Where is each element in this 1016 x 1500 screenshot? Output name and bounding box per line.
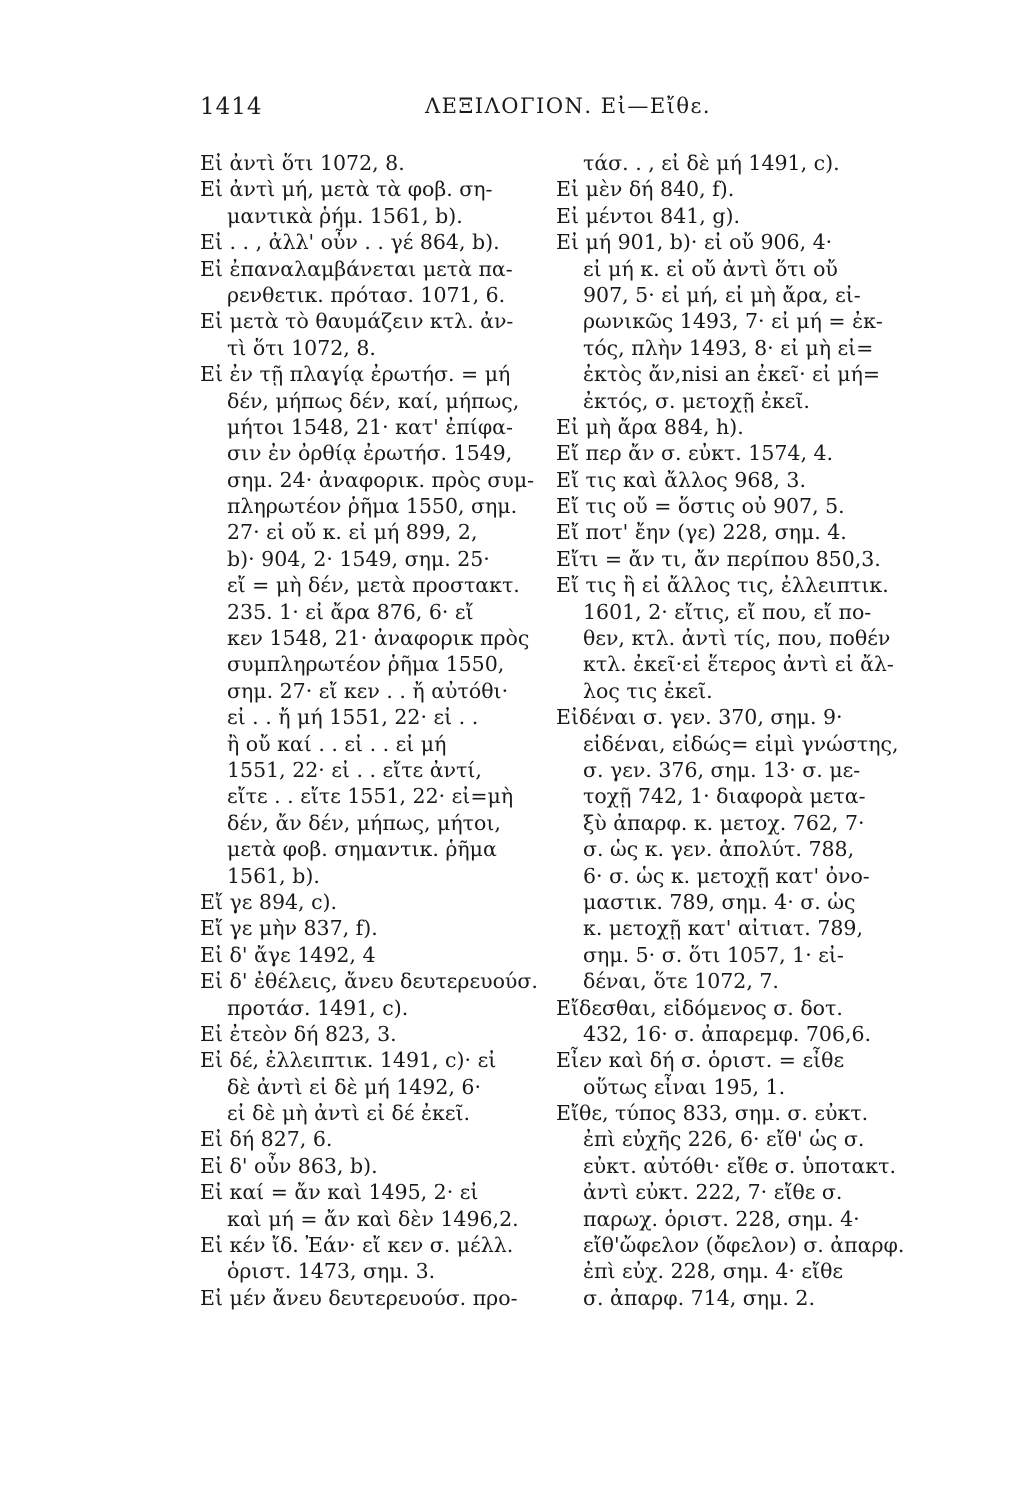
entry-line: κεν 1548, 21· ἀναφορικ πρὸς	[227, 626, 530, 651]
entry-line: Εἰ δ' ἐθέλεις, ἄνευ δευτερευούσ.	[200, 969, 538, 994]
left-column	[200, 150, 555, 1311]
entry-line: δέναι, ὅτε 1072, 7.	[583, 969, 779, 994]
entry-line: Εἰ μέντοι 841, g).	[556, 203, 740, 228]
entry-line: Εἴ τις οὔ = ὅστις οὐ 907, 5.	[556, 494, 845, 519]
entry-line: Εἴ γε 894, c).	[200, 889, 338, 914]
entry-line: ἐκτός, σ. μετοχῇ ἐκεῖ.	[583, 388, 810, 413]
entry-line: μαστικ. 789, σημ. 4· σ. ὡς	[583, 889, 856, 914]
entry-line: σημ. 27· εἴ κεν . . ἤ αὐτόθι·	[227, 678, 509, 703]
entry-line: εἴθ'ὤφελον (ὄφελον) σ. ἀπαρφ.	[583, 1233, 905, 1258]
entry-line: 6· σ. ὡς κ. μετοχῇ κατ' ὀνο-	[583, 863, 870, 888]
entry-line: εὐκτ. αὐτόθι· εἴθε σ. ὑποτακτ.	[583, 1153, 896, 1178]
entry-line: συμπληρωτέον ῥῆμα 1550,	[227, 652, 505, 677]
right-column	[556, 150, 916, 1311]
entry-line: παρωχ. ὁριστ. 228, σημ. 4·	[583, 1206, 860, 1231]
entry-line: Εἰδέναι σ. γεν. 370, σημ. 9·	[556, 705, 843, 730]
entry-line: 907, 5· εἰ μή, εἰ μὴ ἄρα, εἰ-	[583, 282, 861, 307]
entry-line: Εἴ ποτ' ἔην (γε) 228, σημ. 4.	[556, 520, 847, 545]
entry-line: Εἰ δή 827, 6.	[200, 1127, 333, 1152]
entry-line: 432, 16· σ. ἀπαρεμφ. 706,6.	[583, 1021, 872, 1046]
entry-line: Εἴ περ ἄν σ. εὐκτ. 1574, 4.	[556, 441, 834, 466]
entry-line: ρενθετικ. πρότασ. 1071, 6.	[227, 282, 506, 307]
entry-line: ἐκτὸς ἄν,nisi an ἐκεῖ· εἰ μή=	[583, 362, 881, 387]
entry-line: Εἰ δ' ἄγε 1492, 4	[200, 942, 376, 967]
entry-line: οὕτως εἶναι 195, 1.	[583, 1074, 786, 1099]
entry-line: σ. ὡς κ. γεν. ἀπολύτ. 788,	[583, 837, 855, 862]
entry-line: ὁριστ. 1473, σημ. 3.	[227, 1259, 436, 1284]
entry-line: μαντικὰ ῥήμ. 1561, b).	[227, 203, 463, 228]
entry-line: Εἰ δέ, ἐλλειπτικ. 1491, c)· εἰ	[200, 1048, 497, 1073]
entry-line: εἴ = μὴ δέν, μετὰ προστακτ.	[227, 573, 520, 598]
entry-line: Εἰ μὴ ἄρα 884, h).	[556, 414, 744, 439]
entry-line: εἰ μή κ. εἰ οὔ ἀντὶ ὅτι οὔ	[583, 256, 838, 281]
entry-line: Εἰ μή 901, b)· εἰ οὔ 906, 4·	[556, 230, 833, 255]
entry-line: 1551, 22· εἰ . . εἴτε ἀντί,	[227, 757, 482, 782]
entry-line: σ. γεν. 376, σημ. 13· σ. με-	[583, 757, 861, 782]
entry-line: Εἰ ἐπαναλαμβάνεται μετὰ πα-	[200, 256, 513, 281]
entry-line: Εἶεν καὶ δή σ. ὁριστ. = εἶθε	[556, 1048, 845, 1073]
entry-line: Εἰ μετὰ τὸ θαυμάζειν κτλ. ἀν-	[200, 309, 514, 334]
entry-line: κ. μετοχῇ κατ' αἰτιατ. 789,	[583, 916, 863, 941]
entry-line: εἰδέναι, εἰδώς= εἰμὶ γνώστης,	[583, 731, 899, 756]
entry-line: μήτοι 1548, 21· κατ' ἐπίφα-	[227, 414, 513, 439]
entry-line: ξὺ ἀπαρφ. κ. μετοχ. 762, 7·	[583, 810, 865, 835]
entry-line: τὶ ὅτι 1072, 8.	[227, 335, 376, 360]
entry-line: κτλ. ἐκεῖ·εἰ ἕτερος ἀντὶ εἰ ἄλ-	[583, 652, 894, 677]
entry-line: Εἰ ἐτεὸν δή 823, 3.	[200, 1021, 397, 1046]
entry-line: Εἰ . . , ἀλλ' οὖν . . γέ 864, b).	[200, 230, 500, 255]
entry-line: ἐπὶ εὐχ. 228, σημ. 4· εἴθε	[583, 1259, 844, 1284]
entry-line: μετὰ φοβ. σημαντικ. ῥῆμα	[227, 837, 497, 862]
entry-line: τός, πλὴν 1493, 8· εἰ μὴ εἰ=	[583, 335, 874, 360]
entry-line: ἢ οὔ καί . . εἰ . . εἰ μή	[227, 731, 447, 756]
entry-line: εἴτε . . εἴτε 1551, 22· εἰ=μὴ	[227, 784, 514, 809]
entry-line: Εἰ μέν ἄνευ δευτερευούσ. προ-	[200, 1285, 518, 1310]
entry-line: Εἰ ἀντὶ ὅτι 1072, 8.	[200, 151, 405, 175]
entry-line: Εἰ ἐν τῇ πλαγίᾳ ἐρωτήσ. = μή	[200, 362, 511, 387]
entry-line: Εἰ μὲν δή 840, f).	[556, 177, 735, 202]
entry-line: σιν ἐν ὀρθίᾳ ἐρωτήσ. 1549,	[227, 441, 513, 466]
entry-line: σημ. 5· σ. ὅτι 1057, 1· εἰ-	[583, 942, 844, 967]
entry-line: Εἴθε, τύπος 833, σημ. σ. εὐκτ.	[556, 1101, 869, 1126]
entry-line: 235. 1· εἰ ἄρα 876, 6· εἴ	[227, 599, 474, 624]
entry-line: καὶ μή = ἄν καὶ δὲν 1496,2.	[227, 1206, 519, 1231]
entry-line: Εἰ καί = ἄν καὶ 1495, 2· εἰ	[200, 1180, 479, 1205]
entry-line: Εἴτι = ἄν τι, ἄν περίπου 850,3.	[556, 546, 881, 571]
entry-line: ρωνικῶς 1493, 7· εἰ μή = ἐκ-	[583, 309, 883, 334]
page-header	[0, 94, 1016, 134]
entry-line: ἐπὶ εὐχῆς 226, 6· εἴθ' ὡς σ.	[583, 1127, 865, 1152]
entry-line: δὲ ἀντὶ εἰ δὲ μή 1492, 6·	[227, 1074, 481, 1099]
entry-line: 27· εἰ οὔ κ. εἰ μή 899, 2,	[227, 520, 478, 545]
entry-line: Εἰ ἀντὶ μή, μετὰ τὰ φοβ. ση-	[200, 177, 493, 202]
entry-line: σημ. 24· ἀναφορικ. πρὸς συμ-	[227, 467, 535, 492]
entry-line: θεν, κτλ. ἀντὶ τίς, που, ποθέν	[583, 626, 891, 651]
entry-line: 1561, b).	[227, 863, 320, 888]
entry-line: 1601, 2· εἴτις, εἴ που, εἴ πο-	[583, 599, 872, 624]
entry-line: σ. ἀπαρφ. 714, σημ. 2.	[583, 1285, 815, 1310]
entry-line: πληρωτέον ῥῆμα 1550, σημ.	[227, 494, 518, 519]
entry-line: εἰ . . ἤ μή 1551, 22· εἰ . .	[227, 705, 479, 730]
entry-line: ἀντὶ εὐκτ. 222, 7· εἴθε σ.	[583, 1180, 843, 1205]
entry-line: Εἴ τις ἢ εἰ ἄλλος τις, ἐλλειπτικ.	[556, 573, 889, 598]
entry-line: δέν, μήπως δέν, καί, μήπως,	[227, 388, 520, 413]
page-number: 1414	[200, 94, 263, 120]
entry-line: τοχῇ 742, 1· διαφορὰ μετα-	[583, 784, 866, 809]
entry-line: τάσ. . , εἰ δὲ μή 1491, c).	[583, 151, 840, 175]
entry-line: εἰ δὲ μὴ ἀντὶ εἰ δέ ἐκεῖ.	[227, 1101, 470, 1126]
running-title: ΛΕΞΙΛΟΓΙΟΝ. Εἰ—Εἴθε.	[425, 94, 712, 118]
entry-line: b)· 904, 2· 1549, σημ. 25·	[227, 546, 490, 571]
entry-line: Εἴδεσθαι, εἰδόμενος σ. δοτ.	[556, 995, 843, 1020]
entry-line: Εἰ δ' οὖν 863, b).	[200, 1153, 378, 1178]
entry-line: λος τις ἐκεῖ.	[583, 678, 713, 703]
entry-line: Εἴ τις καὶ ἄλλος 968, 3.	[556, 467, 806, 492]
entry-line: Εἴ γε μὴν 837, f).	[200, 916, 378, 941]
entry-line: Εἰ κέν ἴδ. Ἐάν· εἴ κεν σ. μέλλ.	[200, 1233, 514, 1258]
entry-line: δέν, ἄν δέν, μήπως, μήτοι,	[227, 810, 501, 835]
entry-line: προτάσ. 1491, c).	[227, 995, 409, 1020]
